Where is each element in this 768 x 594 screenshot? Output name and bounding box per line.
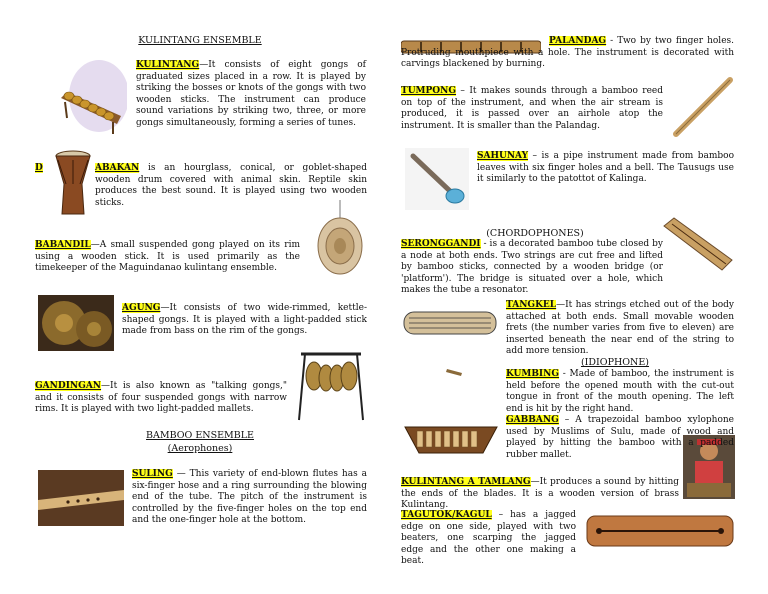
tumpong-image bbox=[670, 74, 734, 140]
agung-desc: AGUNG—It consists of two wide-rimmed, kettle-shaped gongs. It is played with a light-padded stick made from bass on the rim of the gongs. bbox=[122, 303, 367, 337]
dabakan-image bbox=[54, 150, 92, 216]
tangkel-desc: TANGKEL—It has strings etched out of the body attached at both ends. Small movable wooden frets (the number varies from five to eleven) are inserted beneath the near end of the string to add more tension. bbox=[506, 300, 734, 357]
gandingan-desc: GANDINGAN—It is also known as "talking gongs," and it consists of four suspended gongs with narrow rims. It is played with two light-padded mallets. bbox=[35, 381, 287, 415]
kulintang-term: KULINTANG bbox=[136, 60, 200, 70]
tangkel-image bbox=[403, 309, 497, 337]
dabakan-prefix: D bbox=[35, 163, 43, 173]
sahunay-term: SAHUNAY bbox=[477, 151, 529, 161]
kulintang-tamlang-term: KULINTANG A TAMLANG bbox=[401, 477, 531, 487]
serongganding-desc: SERONGGANDI - is a decorated bamboo tube closed by a node at both ends. Two strings are cut free and lifted by bamboo sticks, connected by a wooden bridge (or 'platform'). The bridge is situated over a hole, which makes the tube a resonator. bbox=[401, 239, 663, 296]
gabbang-desc: GABBANG – A trapezoidal bamboo xylophone used by Muslims of Sulu, made of wood and played by hitting the bamboo with a padded rubber mallet. bbox=[506, 415, 734, 460]
palandag-desc: PALANDAG - Two by two finger holes. Protruding mouthpiece with a hole. The instrument is decorated with carvings blackened by burning. bbox=[401, 36, 734, 70]
kulintang-tamlang-desc: KULINTANG A TAMLANG—It produces a sound by hitting the ends of the blades. It is a wooden version of brass Kulintang. bbox=[401, 477, 680, 511]
tumpong-desc: TUMPONG – It makes sounds through a bamboo reed on top of the instrument, and when the air stream is produced, it is passed over an airhole atop the instrument. It is smaller than the Palandag. bbox=[401, 86, 663, 131]
tagutok-image bbox=[585, 512, 735, 550]
kulintang-desc: KULINTANG—It consists of eight gongs of graduated sizes placed in a row. It is played by striking the bosses or knots of the gongs with two wooden sticks. The instrument can produce sound variations by striking two, three, or more gongs simultaneously, forming a series of tunes. bbox=[136, 60, 366, 128]
kumbing-desc: KUMBING - Made of bamboo, the instrument is held before the opened mouth with the cut-out tongue in front of the mouth opening. The left end is hit by the right hand. bbox=[506, 369, 734, 414]
suling-image bbox=[38, 470, 124, 526]
serongganding-image bbox=[662, 216, 734, 274]
tagutok-desc: TAGUTOK/KAGUL – has a jagged edge on one side, played with two beaters, one scarping the jagged edge and the other one making a beat. bbox=[401, 510, 576, 567]
gabbang-image bbox=[403, 413, 499, 459]
bamboo-ensemble-heading: BAMBOO ENSEMBLE bbox=[146, 430, 254, 441]
gandingan-term: GANDINGAN bbox=[35, 381, 102, 391]
palandag-term: PALANDAG bbox=[549, 36, 607, 46]
gabbang-term: GABBANG bbox=[506, 415, 559, 425]
suling-desc: SULING — This variety of end-blown flutes has a six-finger hose and a ring surrounding the blowing end of the tube. The pitch of the instrument is controlled by the five-finger holes on the top end and the one-finger hole at the bottom. bbox=[132, 469, 367, 526]
kulintang-ensemble-heading: KULINTANG ENSEMBLE bbox=[138, 35, 262, 46]
suling-term: SULING bbox=[132, 469, 173, 479]
agung-image bbox=[38, 295, 114, 351]
aerophones-heading: (Aerophones) bbox=[167, 443, 233, 454]
kumbing-term: KUMBING bbox=[506, 369, 560, 379]
gandingan-image bbox=[297, 348, 365, 422]
serongganding-term: SERONGGANDI bbox=[401, 239, 481, 249]
tumpong-term: TUMPONG bbox=[401, 86, 457, 96]
idiophone-heading: (IDIOPHONE) bbox=[580, 357, 650, 368]
babandil-image bbox=[312, 200, 367, 280]
tagutok-term: TAGUTOK/KAGUL bbox=[401, 510, 492, 520]
tangkel-term: TANGKEL bbox=[506, 300, 557, 310]
kulintang-image bbox=[55, 58, 127, 136]
agung-term: AGUNG bbox=[122, 303, 161, 313]
chordophones-heading: (CHORDOPHONES) bbox=[486, 228, 584, 239]
babandil-desc: BABANDIL—A small suspended gong played on its rim using a wooden stick. It is used primarily as the timekeeper of the Maguindanao kulintang ensemble. bbox=[35, 240, 300, 274]
babandil-term: BABANDIL bbox=[35, 240, 91, 250]
sahunay-image bbox=[405, 148, 469, 210]
kumbing-image bbox=[446, 362, 464, 374]
dabakan-desc: ABAKAN is an hourglass, conical, or goblet-shaped wooden drum covered with animal skin. Reptile skin produces the best sound. It is played using two wooden sticks. bbox=[95, 163, 367, 208]
sahunay-desc: SAHUNAY – is a pipe instrument made from bamboo leaves with six finger holes and a bell. The Tausugs use it similarly to the patottot of Kalinga. bbox=[477, 151, 734, 185]
dabakan-term: ABAKAN bbox=[95, 163, 140, 173]
